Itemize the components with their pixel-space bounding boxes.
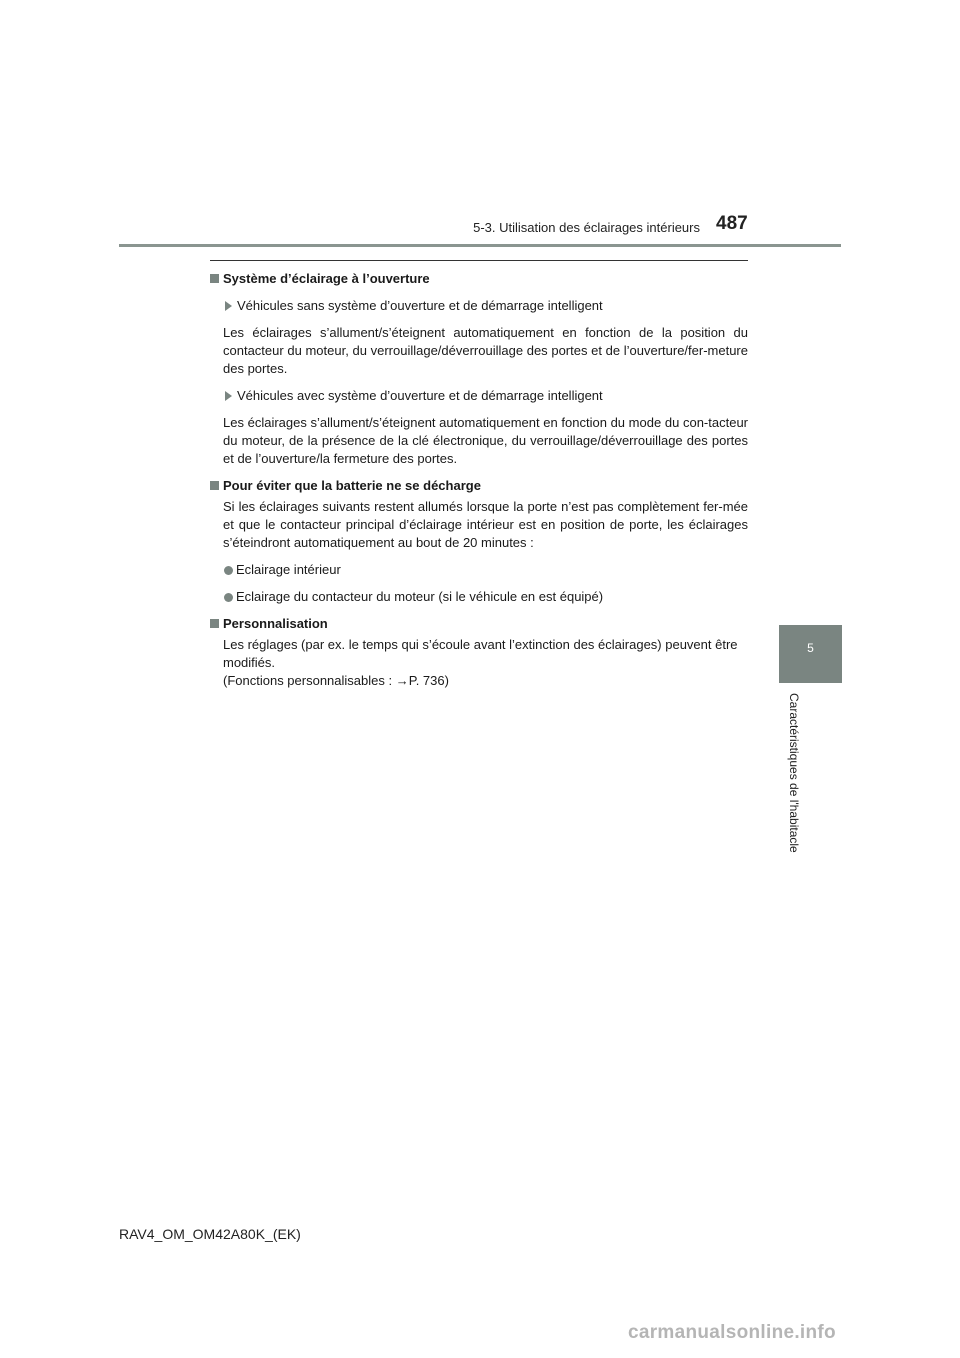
paragraph: Les éclairages s’allument/s’éteignent automatiquement en fonction de la position du contacteur du moteur, du verrouillage/déverrouillage des portes et de l’ouverture/fer-meture des portes. — [223, 325, 748, 376]
list-item-text: Eclairage intérieur — [236, 562, 341, 577]
chapter-tab-number: 5 — [807, 641, 814, 655]
square-bullet-icon — [210, 481, 219, 490]
sub-heading-with-smart-key — [210, 387, 748, 405]
paragraph — [223, 636, 748, 690]
section-heading-text: Pour éviter que la batterie ne se décharge — [223, 478, 481, 493]
chapter-tab[interactable] — [779, 625, 842, 683]
watermark: carmanualsonline.info — [628, 1322, 836, 1343]
list-item — [210, 588, 748, 606]
sub-heading-text: Véhicules avec système d’ouverture et de démarrage intelligent — [237, 388, 603, 403]
header-rule — [119, 244, 841, 247]
sub-heading-without-smart-key — [210, 297, 748, 315]
paragraph: Les éclairages s’allument/s’éteignent automatiquement en fonction du mode du con-tacteur du moteur, de la présence de la clé électronique, du verrouillage/déverrouillage des portes et de l’ouverture/la fermeture des portes. — [223, 415, 748, 466]
page-content — [210, 270, 748, 690]
triangle-bullet-icon — [225, 391, 232, 401]
page-reference-link[interactable]: (Fonctions personnalisables : →P. 736) — [223, 673, 449, 688]
square-bullet-icon — [210, 274, 219, 283]
circle-bullet-icon — [224, 566, 233, 575]
square-bullet-icon — [210, 619, 219, 628]
footer-doc-id: RAV4_OM_OM42A80K_(EK) — [119, 1226, 301, 1242]
paragraph: Si les éclairages suivants restent allumés lorsque la porte n’est pas complètement fer-mée et que le contacteur principal d’éclairage intérieur est en position de porte, les éclairages s’éteindront automatiquement au bout de 20 minutes : — [223, 499, 748, 550]
section-heading-text: Système d’éclairage à l’ouverture — [223, 271, 430, 286]
section-heading-text: Personnalisation — [223, 616, 328, 631]
list-item-text: Eclairage du contacteur du moteur (si le véhicule en est équipé) — [236, 589, 604, 604]
chapter-tab-label: Caractéristiques de l'habitacle — [787, 693, 801, 853]
triangle-bullet-icon — [225, 301, 232, 311]
content-top-rule — [210, 260, 748, 261]
sub-heading-text: Véhicules sans système d’ouverture et de démarrage intelligent — [237, 298, 603, 313]
page-number: 487 — [716, 213, 748, 234]
section-heading-battery — [210, 477, 748, 495]
paragraph-line: Les réglages (par ex. le temps qui s’écoule avant l’extinction des éclairages) peuvent être modifiés. — [223, 637, 738, 670]
section-heading-customization — [210, 615, 748, 633]
header-title: 5-3. Utilisation des éclairages intérieurs — [473, 220, 700, 235]
list-item — [210, 561, 748, 579]
section-heading-opening-lighting — [210, 270, 748, 288]
circle-bullet-icon — [224, 593, 233, 602]
